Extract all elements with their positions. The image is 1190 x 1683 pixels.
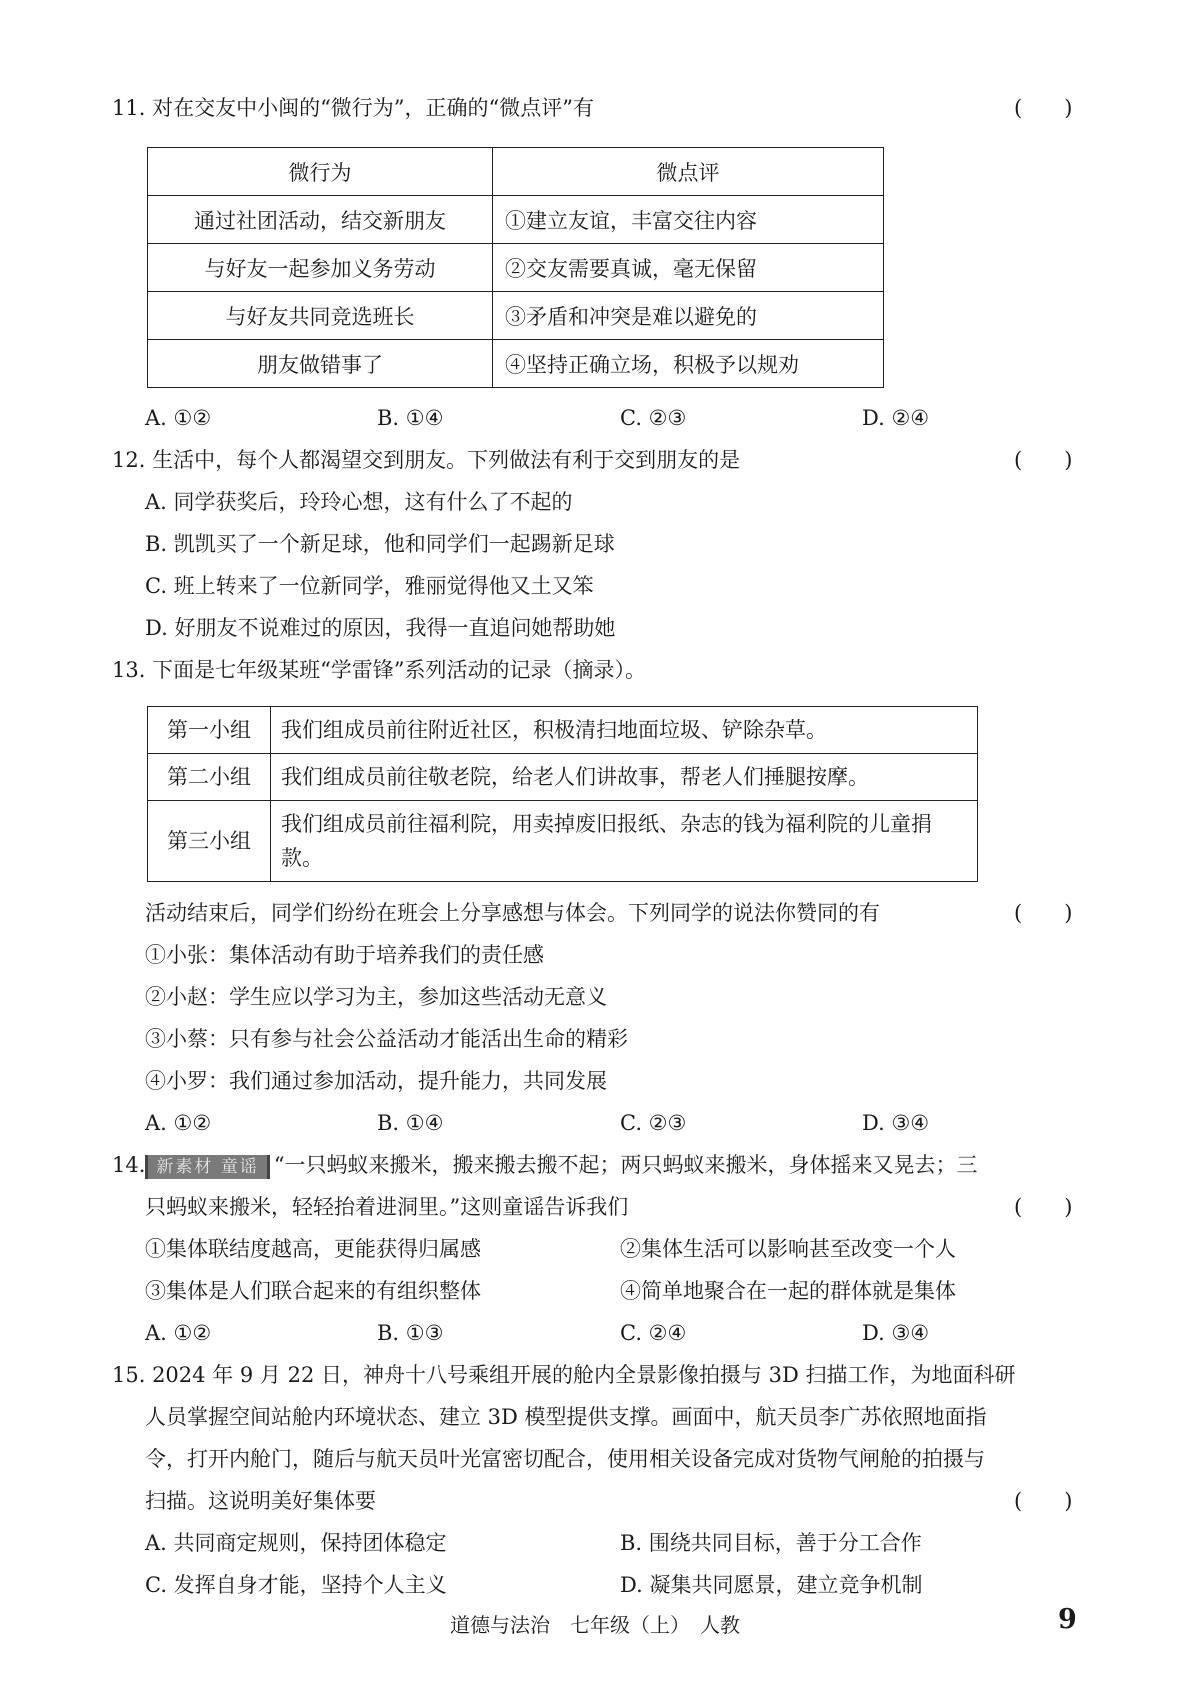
q14-line-1 <box>112 1150 978 1180</box>
q11-option-d[interactable]: D. ②④ <box>862 406 930 430</box>
table-row <box>148 244 884 292</box>
table-row <box>148 292 884 340</box>
q15-answer-paren: ( ) <box>1014 1489 1073 1513</box>
q15-option-d[interactable]: D. 凝集共同愿景，建立竞争机制 <box>620 1573 923 1597</box>
q12-option-d[interactable]: D. 好朋友不说难过的原因，我得一直追问她帮助她 <box>145 616 616 640</box>
q14-item-2: ②集体生活可以影响甚至改变一个人 <box>620 1237 956 1261</box>
q13-item-2: ②小赵：学生应以学习为主，参加这些活动无意义 <box>145 985 607 1009</box>
q11-header-comment: 微点评 <box>493 148 884 196</box>
q15-option-c[interactable]: C. 发挥自身才能，坚持个人主义 <box>145 1573 447 1597</box>
q13-item-4: ④小罗：我们通过参加活动，提升能力，共同发展 <box>145 1069 607 1093</box>
q13-option-a[interactable]: A. ①② <box>145 1111 212 1135</box>
table-row <box>148 801 978 882</box>
q13-group-cell: 第一小组 <box>148 707 271 754</box>
table-row <box>148 196 884 244</box>
q14-number: 14. <box>112 1153 146 1177</box>
q11-behavior-cell: 通过社团活动，结交新朋友 <box>148 196 493 244</box>
q14-item-4: ④简单地聚合在一起的群体就是集体 <box>620 1279 956 1303</box>
q14-answer-paren: ( ) <box>1014 1195 1073 1219</box>
q11-comment-cell: ③矛盾和冲突是难以避免的 <box>493 292 884 340</box>
q11-behavior-cell: 与好友一起参加义务劳动 <box>148 244 493 292</box>
q13-group-cell: 第三小组 <box>148 801 271 882</box>
q14-line-2: 只蚂蚁来搬米，轻轻抬着进洞里。”这则童谣告诉我们 <box>145 1195 629 1219</box>
q11-header-behavior: 微行为 <box>148 148 493 196</box>
q14-text-1: “一只蚂蚁来搬米，搬来搬去搬不起；两只蚂蚁来搬米，身体摇来又晃去；三 <box>273 1153 978 1177</box>
q12-stem: 12. 生活中，每个人都渴望交到朋友。下列做法有利于交到朋友的是 <box>112 448 741 472</box>
q11-behavior-cell: 与好友共同竞选班长 <box>148 292 493 340</box>
q11-behavior-cell: 朋友做错事了 <box>148 340 493 388</box>
q13-stem: 13. 下面是七年级某班“学雷锋”系列活动的记录（摘录）。 <box>112 658 647 682</box>
page-number: 9 <box>1058 1604 1077 1635</box>
q13-group-cell: 第二小组 <box>148 754 271 801</box>
new-material-tag: 新素材 童谣 <box>145 1155 269 1179</box>
q11-table-header <box>148 148 884 196</box>
q15-line-3: 令，打开内舱门，随后与航天员叶光富密切配合，使用相关设备完成对货物气闸舱的拍摄与 <box>145 1447 985 1471</box>
q14-option-a[interactable]: A. ①② <box>145 1321 212 1345</box>
table-row <box>148 754 978 801</box>
q11-comment-cell: ④坚持正确立场，积极予以规劝 <box>493 340 884 388</box>
q15-line-1: 15. 2024 年 9 月 22 日，神舟十八号乘组开展的舱内全景影像拍摄与 3D 扫描工作，为地面科研 <box>112 1363 1016 1387</box>
q11-answer-paren: ( ) <box>1014 96 1073 120</box>
q13-record-cell: 我们组成员前往附近社区，积极清扫地面垃圾、铲除杂草。 <box>271 707 978 754</box>
q14-option-b[interactable]: B. ①③ <box>377 1321 444 1345</box>
q13-table <box>147 706 978 882</box>
table-row <box>148 707 978 754</box>
q13-item-1: ①小张：集体活动有助于培养我们的责任感 <box>145 943 544 967</box>
q15-line-2: 人员掌握空间站舱内环境状态、建立 3D 模型提供支撑。画面中，航天员李广苏依照地面指 <box>145 1405 987 1429</box>
q11-table <box>147 147 884 388</box>
page-footer: 道德与法治 七年级（上） 人教 <box>450 1613 740 1637</box>
q12-option-a[interactable]: A. 同学获奖后，玲玲心想，这有什么了不起的 <box>145 490 573 514</box>
q11-stem: 11. 对在交友中小闽的“微行为”，正确的“微点评”有 <box>112 96 595 120</box>
q12-option-c[interactable]: C. 班上转来了一位新同学，雅丽觉得他又土又笨 <box>145 574 594 598</box>
q11-option-a[interactable]: A. ①② <box>145 406 212 430</box>
q15-option-b[interactable]: B. 围绕共同目标，善于分工合作 <box>620 1531 922 1555</box>
q13-after-text: 活动结束后，同学们纷纷在班会上分享感想与体会。下列同学的说法你赞同的有 <box>145 901 880 925</box>
q13-item-3: ③小蔡：只有参与社会公益活动才能活出生命的精彩 <box>145 1027 628 1051</box>
q14-option-c[interactable]: C. ②④ <box>620 1321 687 1345</box>
q13-option-d[interactable]: D. ③④ <box>862 1111 930 1135</box>
q11-comment-cell: ②交友需要真诚，毫无保留 <box>493 244 884 292</box>
q11-option-c[interactable]: C. ②③ <box>620 406 687 430</box>
q13-option-c[interactable]: C. ②③ <box>620 1111 687 1135</box>
q11-option-b[interactable]: B. ①④ <box>377 406 444 430</box>
q12-answer-paren: ( ) <box>1014 448 1073 472</box>
q13-option-b[interactable]: B. ①④ <box>377 1111 444 1135</box>
q12-option-b[interactable]: B. 凯凯买了一个新足球，他和同学们一起踢新足球 <box>145 532 615 556</box>
table-row <box>148 340 884 388</box>
q15-option-a[interactable]: A. 共同商定规则，保持团体稳定 <box>145 1531 447 1555</box>
q13-record-cell: 我们组成员前往敬老院，给老人们讲故事，帮老人们捶腿按摩。 <box>271 754 978 801</box>
q14-option-d[interactable]: D. ③④ <box>862 1321 930 1345</box>
q14-item-1: ①集体联结度越高，更能获得归属感 <box>145 1237 481 1261</box>
q15-line-4: 扫描。这说明美好集体要 <box>145 1489 376 1513</box>
q13-answer-paren: ( ) <box>1014 901 1073 925</box>
q11-comment-cell: ①建立友谊，丰富交往内容 <box>493 196 884 244</box>
q14-item-3: ③集体是人们联合起来的有组织整体 <box>145 1279 481 1303</box>
q13-record-cell: 我们组成员前往福利院，用卖掉废旧报纸、杂志的钱为福利院的儿童捐款。 <box>271 801 978 882</box>
